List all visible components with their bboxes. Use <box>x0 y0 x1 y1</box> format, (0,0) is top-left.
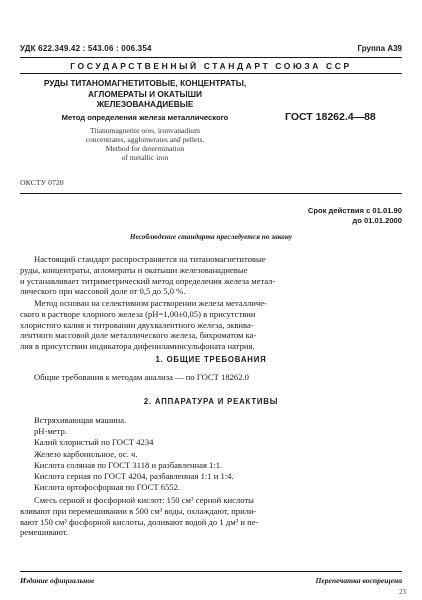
paragraph-line: хлористого калия и титровании двухвалентного железа, эквива- <box>20 319 254 330</box>
list-item: Кислота серная по ГОСТ 4204, разбавленная 1:1 и 1:4. <box>34 471 234 482</box>
paragraph-line: Настоящий стандарт распространяется на титаномагнетитовые <box>34 254 266 264</box>
title-en-line: concentrates, agglomerates and pellets. <box>85 135 205 144</box>
section-1-heading: 1. ОБЩИЕ ТРЕБОВАНИЯ <box>155 355 267 364</box>
paragraph-line: руды, концентраты, агломераты и окатыши железованадиевые <box>20 264 248 275</box>
paragraph-line: ского в растворе хлорного железа (pH=1,00±0,05) в присутствии <box>20 308 256 319</box>
validity-period <box>308 206 402 226</box>
document-title-en <box>20 126 270 162</box>
paragraph-line: вают 150 см³ фосфорной кислоты, доливают водой до 1 дм³ и пе- <box>20 516 259 527</box>
intro-paragraph-2 <box>20 298 402 352</box>
paragraph-line: Смесь серной и фосфорной кислот: 150 см³ серной кислоты <box>34 495 254 505</box>
title-en-line: Titanomagnetite ores, ironvanadium <box>89 126 201 135</box>
header-rule-top <box>20 57 402 58</box>
list-item: pH-метр. <box>34 426 67 437</box>
legal-notice: Несоблюдение стандарта преследуется по закону <box>129 232 293 241</box>
list-item: Кислота ортофосфорная по ГОСТ 6552. <box>34 482 181 493</box>
title-line: АГЛОМЕРАТЫ И ОКАТЫШИ <box>88 88 202 99</box>
section-1-text <box>20 372 402 383</box>
paragraph-line: ремешивают. <box>20 527 68 538</box>
validity-to: до 01.01.2000 <box>352 216 402 225</box>
page-number: 23 <box>399 588 406 596</box>
paragraph-line: лического при массовой доле от 0,5 до 5,0 %. <box>20 286 186 297</box>
paragraph-line: Общие требования к методам анализа — по ГОСТ 18262.0 <box>34 372 249 382</box>
udk-code: УДК 622.349.42 : 543.06 : 006.354 <box>20 44 152 53</box>
title-rule <box>20 193 402 194</box>
state-standard-line: ГОСУДАРСТВЕННЫЙ СТАНДАРТ СОЮЗА ССР <box>70 61 352 71</box>
list-item: Железо карбонильное, ос. ч. <box>34 448 138 459</box>
okstu-code: ОКСТУ 0720 <box>20 178 64 187</box>
paragraph-line: Метод основан на селективном растворении железа металличе- <box>34 298 267 308</box>
official-edition-label: Издание официальное <box>20 576 95 585</box>
paragraph-line: и устанавливает титриметрический метод определения железа метал- <box>20 275 276 286</box>
title-line: ЖЕЛЕЗОВАНАДИЕВЫЕ <box>96 99 194 109</box>
paragraph-line: лия в присутствии индикатора дифениламинсульфоната натрия. <box>20 341 255 352</box>
list-item: Встряхивающая машина. <box>34 415 127 425</box>
reagent-list <box>20 415 402 493</box>
header-rule-bottom <box>20 73 402 74</box>
section-2-heading: 2. АППАРАТУРА И РЕАКТИВЫ <box>143 397 279 406</box>
document-title-ru <box>20 78 270 110</box>
method-subtitle: Метод определения железа металлического <box>61 113 229 122</box>
footer-rule <box>20 571 402 572</box>
title-line: РУДЫ ТИТАНОМАГНЕТИТОВЫЕ, КОНЦЕНТРАТЫ, <box>43 78 247 88</box>
list-item: Кислота соляная по ГОСТ 3118 и разбавленная 1:1. <box>34 459 223 470</box>
intro-paragraph-1 <box>20 254 402 297</box>
title-en-line: Method for determination <box>105 144 185 153</box>
paragraph-line: вливают при перемешивании в 500 см³ воды, охлаждают, прили- <box>20 505 257 516</box>
paragraph-line: лентного массовой доле металлического железа, бихроматом ка- <box>20 330 257 341</box>
group-code: Группа А39 <box>357 44 402 53</box>
reprint-prohibited-label: Перепечатка воспрещена <box>315 576 402 585</box>
gost-number: ГОСТ 18262.4—88 <box>285 111 376 123</box>
list-item: Калий хлористый по ГОСТ 4234 <box>34 437 154 448</box>
acid-mixture-paragraph <box>20 495 402 538</box>
validity-from: Срок действия с 01.01.90 <box>307 206 402 215</box>
title-en-line: of metallic iron <box>121 153 169 162</box>
